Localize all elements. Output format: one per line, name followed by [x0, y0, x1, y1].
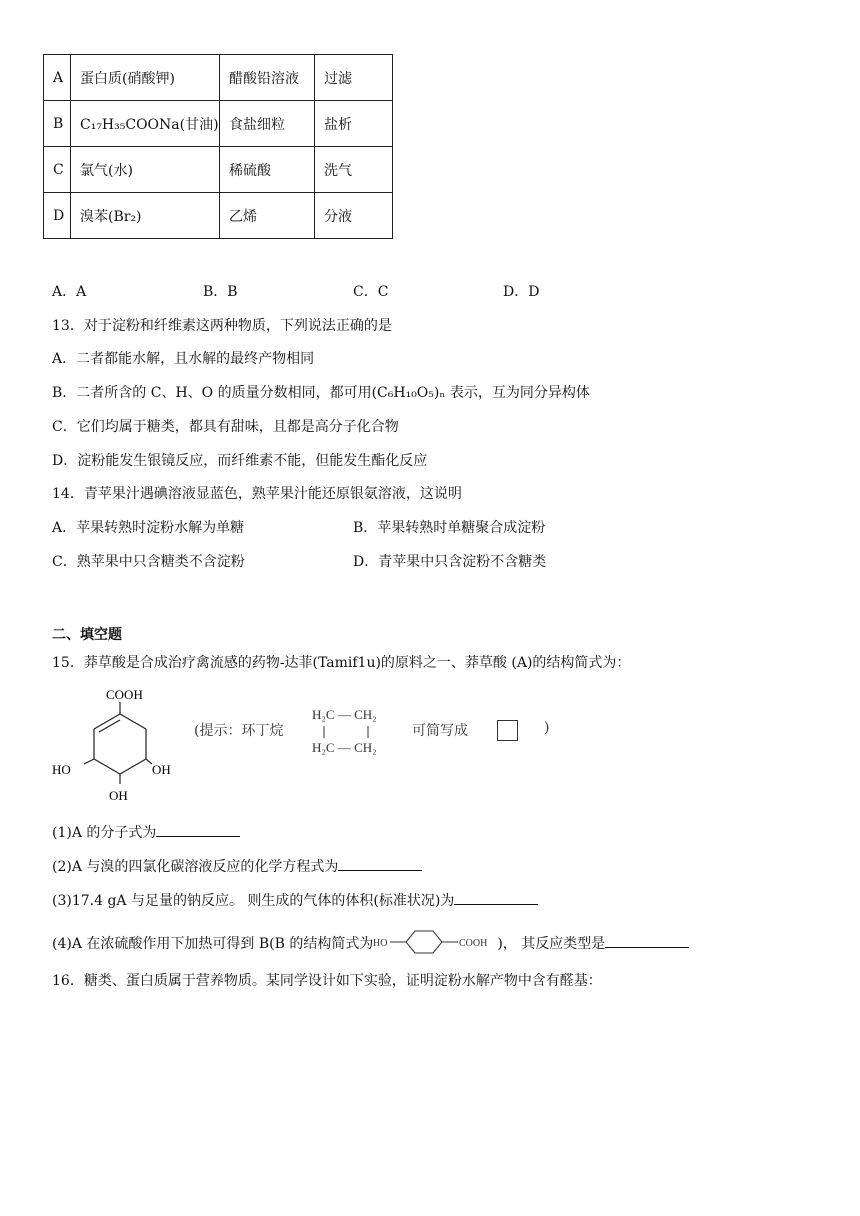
q15-part3-text: (3)17.4 gA 与足量的钠反应。 则生成的气体的体积(标准状况)为 — [52, 893, 455, 909]
oh-bottom-label: OH — [109, 788, 128, 803]
q12-option-a: A．A — [52, 284, 87, 300]
row-label: B — [44, 101, 71, 147]
method-cell: 洗气 — [315, 147, 393, 193]
square-icon — [497, 720, 518, 741]
row-label: A — [44, 55, 71, 101]
q16-stem: 16．糖类、蛋白质属于营养物质。某同学设计如下实验，证明淀粉水解产物中含有醛基： — [52, 973, 602, 989]
cyclobutane-bottom: H₂C — CH₂ — [312, 740, 377, 755]
q15-part2 — [52, 856, 422, 876]
reagent-cell: 醋酸铅溶液 — [220, 55, 315, 101]
q15-part4-tail: )， 其反应类型是 — [497, 936, 606, 952]
q15-stem: 15．莽草酸是合成治疗禽流感的药物-达菲(Tamif1u)的原料之一、莽草酸 (A)的结构简式为： — [52, 655, 631, 671]
hint-mid: 可简写成 — [412, 723, 468, 739]
ho-left-label: HO — [52, 762, 71, 777]
q14-option-d: D．青苹果中只含淀粉不含糖类 — [353, 554, 547, 570]
q15-part3 — [52, 890, 538, 910]
q13-option-b: B．二者所含的 C、H、O 的质量分数相同，都可用(C₆H₁₀O₅)ₙ 表示，互为同分异构体 — [52, 385, 590, 401]
hint-open: (提示：环丁烷 — [194, 723, 284, 739]
row-label: D — [44, 193, 71, 239]
shikimic-acid-structure — [48, 684, 188, 808]
reagent-table — [43, 54, 393, 239]
q13-option-a: A．二者都能水解，且水解的最终产物相同 — [52, 351, 315, 367]
p-hydroxybenzoic-structure — [373, 928, 497, 956]
q13-option-c: C．它们均属于糖类，都具有甜味，且都是高分子化合物 — [52, 419, 399, 435]
answer-blank[interactable] — [338, 856, 422, 871]
reagent-cell: 食盐细粒 — [220, 101, 315, 147]
cooh-label: COOH — [106, 687, 143, 702]
ho-label: HO — [373, 938, 388, 949]
q15-part1-text: (1)A 的分子式为 — [52, 825, 157, 841]
table-row — [44, 147, 393, 193]
oh-right-label: OH — [152, 762, 171, 777]
cyclobutane-structure — [312, 704, 396, 758]
substance-cell: 氯气(水) — [71, 147, 220, 193]
q12-option-c: C．C — [353, 284, 389, 300]
q13-option-d: D．淀粉能发生银镜反应，而纤维素不能，但能发生酯化反应 — [52, 453, 428, 469]
q15-part2-text: (2)A 与溴的四氯化碳溶液反应的化学方程式为 — [52, 859, 339, 875]
section-title: 二、填空题 — [52, 627, 122, 643]
q15-part1 — [52, 822, 240, 842]
substance-cell: 溴苯(Br₂) — [71, 193, 220, 239]
q14-stem: 14．青苹果汁遇碘溶液显蓝色，熟苹果汁能还原银氨溶液，这说明 — [52, 486, 462, 502]
reagent-cell: 乙烯 — [220, 193, 315, 239]
table-row — [44, 193, 393, 239]
cooh-label: COOH — [459, 938, 488, 949]
q14-option-b: B．苹果转熟时单糖聚合成淀粉 — [353, 520, 546, 536]
q12-option-b: B．B — [203, 284, 238, 300]
cyclobutane-top: H₂C — CH₂ — [312, 707, 377, 722]
substance-cell: 蛋白质(硝酸钾) — [71, 55, 220, 101]
q13-stem: 13．对于淀粉和纤维素这两种物质，下列说法正确的是 — [52, 318, 392, 334]
q14-option-c: C．熟苹果中只含糖类不含淀粉 — [52, 554, 245, 570]
answer-blank[interactable] — [454, 890, 538, 905]
reagent-cell: 稀硫酸 — [220, 147, 315, 193]
answer-blank[interactable] — [156, 822, 240, 837]
q12-option-d: D．D — [503, 284, 540, 300]
q14-option-a: A．苹果转熟时淀粉水解为单糖 — [52, 520, 245, 536]
method-cell: 分液 — [315, 193, 393, 239]
hint-close: ) — [544, 720, 550, 736]
method-cell: 盐析 — [315, 101, 393, 147]
table-row — [44, 101, 393, 147]
substance-cell: C₁₇H₃₅COONa(甘油) — [71, 101, 220, 147]
table-row — [44, 55, 393, 101]
row-label: C — [44, 147, 71, 193]
answer-blank[interactable] — [605, 933, 689, 948]
q15-part4 — [52, 928, 689, 956]
q15-part4-text: (4)A 在浓硫酸作用下加热可得到 B(B 的结构简式为 — [52, 936, 374, 952]
method-cell: 过滤 — [315, 55, 393, 101]
